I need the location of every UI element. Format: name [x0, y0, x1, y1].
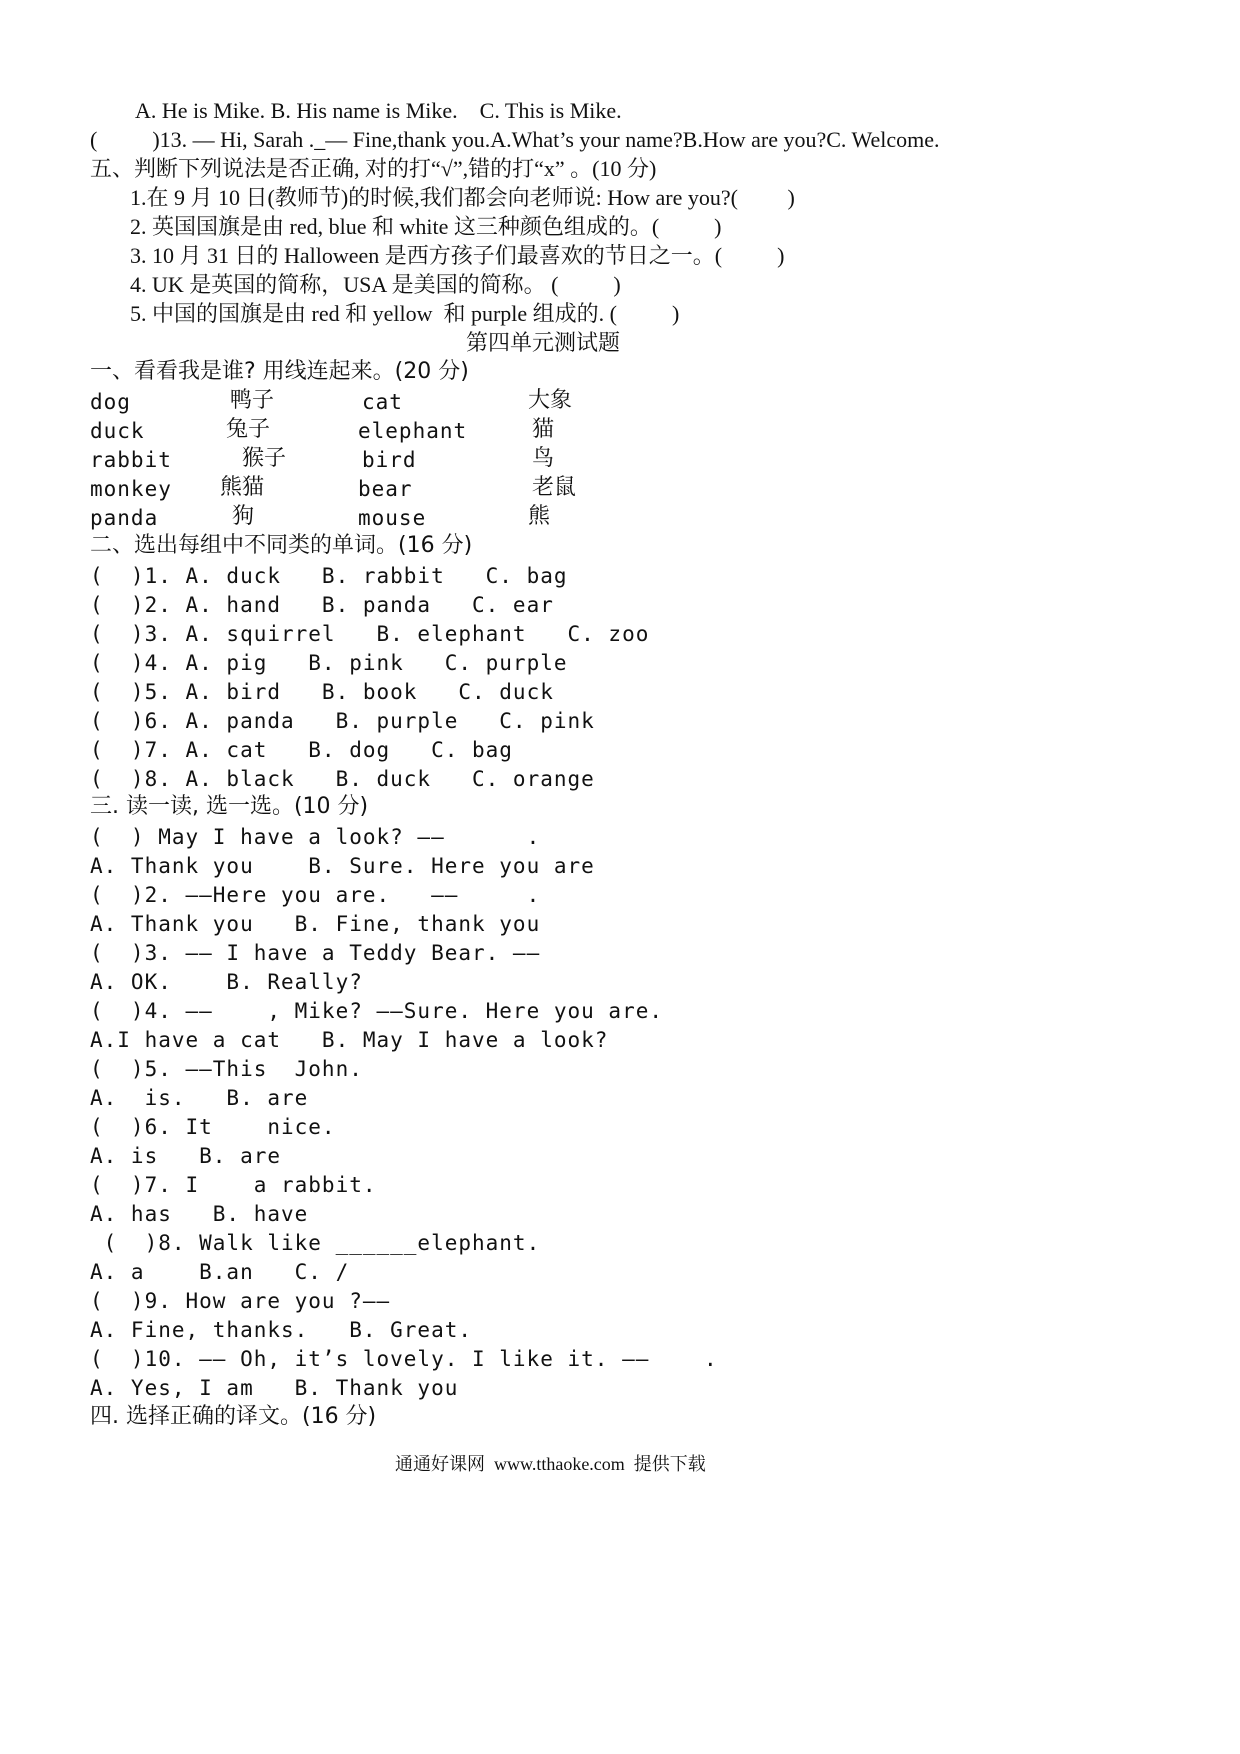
section3-line: A. has B. have	[90, 1202, 309, 1226]
match-cn1: 鸭子	[230, 388, 275, 413]
section5-item: 3. 10 月 31 日的 Halloween 是西方孩子们最喜欢的节日之一。( )	[130, 243, 785, 268]
match-cn2: 熊	[528, 504, 551, 529]
section3-line: ( )3. —— I have a Teddy Bear. ——	[90, 941, 541, 965]
section3-line: ( )4. —— , Mike? ——Sure. Here you are.	[90, 999, 664, 1023]
section3-line: A. OK. B. Really?	[90, 970, 363, 994]
section2-item: ( )5. A. bird B. book C. duck	[90, 680, 554, 704]
match-en1: monkey	[90, 477, 172, 501]
section5-item: 2. 英国国旗是由 red, blue 和 white 这三种颜色组成的。( )	[130, 214, 722, 239]
section3-line: ( )7. I a rabbit.	[90, 1173, 377, 1197]
section5-item: 4. UK 是英国的简称，USA 是美国的简称。 ( )	[130, 272, 621, 297]
section3-line: ( )5. ——This John.	[90, 1057, 363, 1081]
q12-options: A. He is Mike. B. His name is Mike. C. This is Mike.	[135, 98, 622, 123]
match-cn2: 猫	[532, 417, 555, 442]
section3-line: A.I have a cat B. May I have a look?	[90, 1028, 609, 1052]
section3-line: ( )2. ——Here you are. —— .	[90, 883, 541, 907]
section2-item: ( )8. A. black B. duck C. orange	[90, 767, 595, 791]
section3-line: A. Thank you B. Fine, thank you	[90, 912, 541, 936]
match-en1: rabbit	[90, 448, 172, 472]
section2-item: ( )1. A. duck B. rabbit C. bag	[90, 564, 568, 588]
match-cn2: 大象	[528, 388, 573, 413]
footer-credit: 通通好课网 www.tthaoke.com 提供下载	[395, 1454, 706, 1474]
match-en1: duck	[90, 419, 145, 443]
match-en2: mouse	[358, 506, 427, 530]
section5-item: 5. 中国的国旗是由 red 和 yellow 和 purple 组成的. ( )	[130, 301, 680, 326]
unit4-title: 第四单元测试题	[466, 330, 621, 355]
section1-title: 一、看看我是谁? 用线连起来。(20 分)	[90, 359, 469, 384]
section4-title: 四. 选择正确的译文。(16 分)	[90, 1404, 377, 1429]
section3-line: A. a B.an C. /	[90, 1260, 350, 1284]
section3-title: 三. 读一读, 选一选。(10 分)	[90, 794, 369, 819]
match-cn2: 鸟	[532, 446, 555, 471]
section3-line: ( ) May I have a look? —— .	[90, 825, 541, 849]
section3-line: A. Yes, I am B. Thank you	[90, 1376, 459, 1400]
section5-item: 1.在 9 月 10 日(教师节)的时候,我们都会向老师说: How are you?( )	[130, 185, 795, 210]
match-en2: bear	[358, 477, 413, 501]
match-cn1: 熊猫	[220, 475, 265, 500]
section2-item: ( )6. A. panda B. purple C. pink	[90, 709, 595, 733]
section3-line: A. Fine, thanks. B. Great.	[90, 1318, 473, 1342]
section2-item: ( )2. A. hand B. panda C. ear	[90, 593, 554, 617]
section2-item: ( )3. A. squirrel B. elephant C. zoo	[90, 622, 650, 646]
match-cn2: 老鼠	[532, 475, 577, 500]
section2-title: 二、选出每组中不同类的单词。(16 分)	[90, 533, 473, 558]
section3-line: ( )9. How are you ?——	[90, 1289, 391, 1313]
match-en2: bird	[362, 448, 417, 472]
section2-item: ( )4. A. pig B. pink C. purple	[90, 651, 568, 675]
match-cn1: 狗	[232, 504, 255, 529]
match-en2: elephant	[358, 419, 468, 443]
section2-item: ( )7. A. cat B. dog C. bag	[90, 738, 513, 762]
match-en1: dog	[90, 390, 131, 414]
q13: ( )13. — Hi, Sarah ._— Fine,thank you.A.What’s your name?B.How are you?C. Welcome.	[90, 127, 940, 152]
match-en1: panda	[90, 506, 159, 530]
section3-line: A. Thank you B. Sure. Here you are	[90, 854, 595, 878]
match-en2: cat	[362, 390, 403, 414]
section3-line: A. is B. are	[90, 1144, 282, 1168]
section3-line: A. is. B. are	[90, 1086, 309, 1110]
section5-title: 五、判断下列说法是否正确, 对的打“√”,错的打“x” 。(10 分)	[90, 156, 657, 181]
match-cn1: 兔子	[226, 417, 271, 442]
section3-line: ( )6. It nice.	[90, 1115, 336, 1139]
section3-line: ( )8. Walk like ______elephant.	[90, 1231, 541, 1255]
section3-line: ( )10. —— Oh, it’s lovely. I like it. —— .	[90, 1347, 718, 1371]
match-cn1: 猴子	[242, 446, 287, 471]
